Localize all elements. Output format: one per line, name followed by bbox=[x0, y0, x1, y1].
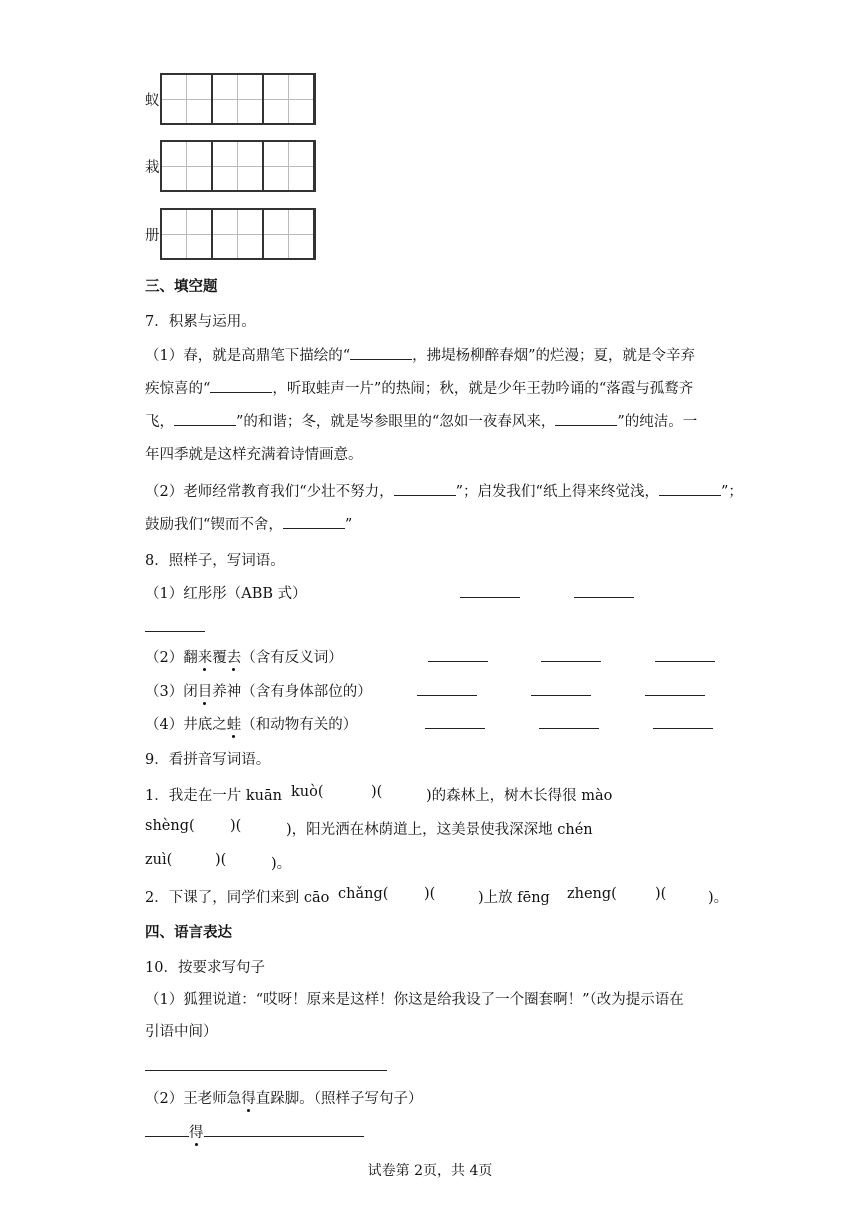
text: ”的和谐；冬，就是岑参眼里的“忽如一夜春风来， bbox=[236, 414, 556, 430]
grid-character: 册 bbox=[145, 227, 160, 244]
answer-blank[interactable] bbox=[541, 647, 601, 662]
emphasized-char: 得 bbox=[241, 1091, 256, 1107]
pinyin-text: kuò( bbox=[291, 784, 324, 800]
text: （2）老师经常教育我们“少壮不努力， bbox=[145, 484, 394, 500]
answer-blank[interactable] bbox=[460, 583, 520, 598]
question-title: 7．积累与运用。 bbox=[145, 314, 256, 330]
text: ”； bbox=[720, 484, 743, 500]
tianzige-grid[interactable] bbox=[160, 73, 316, 125]
answer-blank[interactable] bbox=[417, 681, 477, 696]
grid-cell[interactable] bbox=[213, 142, 264, 190]
pinyin-text: )，阳光洒在林荫道上，这美景使我深深地 chén bbox=[286, 822, 593, 838]
question-text bbox=[145, 410, 697, 431]
question-text: 年四季就是这样充满着诗情画意。 bbox=[145, 447, 363, 463]
emphasized-char: 来 bbox=[197, 650, 213, 666]
section-heading: 三、填空题 bbox=[145, 278, 218, 295]
answer-blank[interactable] bbox=[394, 481, 456, 496]
grid-character: 蚁 bbox=[145, 92, 160, 109]
text: （含有反义词） bbox=[241, 650, 343, 666]
emphasized-char: 去 bbox=[226, 650, 242, 666]
text: 覆 bbox=[212, 650, 227, 666]
text: ”；启发我们“纸上得来终觉浅， bbox=[455, 484, 659, 500]
answer-blank[interactable] bbox=[659, 481, 721, 496]
question-item bbox=[145, 713, 357, 734]
tianzige-grid[interactable] bbox=[160, 208, 316, 260]
text: ”的纯洁。一 bbox=[617, 414, 698, 430]
question-text: 引语中间） bbox=[145, 1024, 218, 1040]
answer-blank[interactable] bbox=[645, 681, 705, 696]
answer-blank[interactable] bbox=[531, 681, 591, 696]
grid-character: 栽 bbox=[145, 159, 160, 176]
tianzige-grid[interactable] bbox=[160, 140, 316, 192]
pinyin-text: )( bbox=[230, 818, 242, 834]
answer-blank[interactable] bbox=[655, 647, 715, 662]
grid-cell[interactable] bbox=[264, 75, 315, 123]
pinyin-text: )( bbox=[371, 784, 383, 800]
answer-line[interactable] bbox=[145, 1056, 387, 1071]
pinyin-text: )。 bbox=[271, 856, 292, 872]
answer-blank[interactable] bbox=[210, 378, 272, 393]
pinyin-text: )( bbox=[215, 852, 227, 868]
question-text bbox=[145, 344, 695, 365]
text: （和动物有关的） bbox=[241, 717, 358, 733]
pinyin-text: )上放 fēng bbox=[478, 890, 550, 906]
grid-cell[interactable] bbox=[162, 210, 213, 258]
text: 直跺脚。（照样子写句子） bbox=[255, 1091, 423, 1107]
text: （2）翻 bbox=[145, 650, 198, 666]
answer-blank[interactable] bbox=[174, 411, 236, 426]
grid-cell[interactable] bbox=[264, 210, 315, 258]
answer-blank[interactable] bbox=[425, 714, 485, 729]
pinyin-line: 2．下课了，同学们来到 cāo bbox=[145, 890, 330, 906]
answer-blank[interactable] bbox=[574, 583, 634, 598]
text: ” bbox=[344, 517, 353, 533]
section-heading: 四、语言表达 bbox=[145, 924, 232, 941]
text: ，拂堤杨柳醉春烟”的烂漫；夏，就是令辛弃 bbox=[412, 348, 696, 364]
text: 疾惊喜的“ bbox=[145, 381, 211, 397]
pinyin-text: zuì( bbox=[145, 852, 173, 868]
answer-blank[interactable] bbox=[350, 345, 412, 360]
question-item: （1）红彤彤（ABB 式） bbox=[145, 586, 307, 602]
grid-cell[interactable] bbox=[213, 210, 264, 258]
sentence-pattern bbox=[145, 1121, 364, 1142]
answer-blank[interactable] bbox=[283, 514, 345, 529]
question-title: 9．看拼音写词语。 bbox=[145, 752, 271, 768]
pinyin-text: )( bbox=[424, 886, 436, 902]
question-item bbox=[145, 680, 372, 701]
answer-blank[interactable] bbox=[555, 411, 617, 426]
question-text bbox=[145, 513, 352, 534]
text: 鼓励我们“锲而不舍， bbox=[145, 517, 283, 533]
text: （3）闭 bbox=[145, 684, 198, 700]
question-text bbox=[145, 377, 693, 398]
page-footer: 试卷第 2页，共 4页 bbox=[367, 1163, 493, 1179]
question-text bbox=[145, 1087, 422, 1108]
answer-blank[interactable] bbox=[145, 1122, 189, 1137]
grid-cell[interactable] bbox=[213, 75, 264, 123]
pinyin-text: )。 bbox=[708, 890, 729, 906]
text: 养神（含有身体部位的） bbox=[212, 684, 372, 700]
pinyin-text: zheng( bbox=[567, 886, 617, 902]
emphasized-char: 得 bbox=[189, 1125, 204, 1141]
pinyin-text: shèng( bbox=[145, 818, 195, 834]
question-text bbox=[145, 480, 743, 501]
answer-blank[interactable] bbox=[428, 647, 488, 662]
writing-grid-row bbox=[145, 73, 316, 125]
writing-grid-row bbox=[145, 140, 316, 192]
pinyin-text: )( bbox=[655, 886, 667, 902]
grid-cell[interactable] bbox=[162, 75, 213, 123]
text: ，听取蛙声一片”的热闹；秋，就是少年王勃吟诵的“落霞与孤鹜齐 bbox=[272, 381, 694, 397]
question-text: （1）狐狸说道：“哎呀！原来是这样！你这是给我设了一个圈套啊！”（改为提示语在 bbox=[145, 992, 684, 1008]
pinyin-line: 1．我走在一片 kuān bbox=[145, 788, 282, 804]
answer-blank[interactable] bbox=[653, 714, 713, 729]
answer-blank[interactable] bbox=[145, 617, 205, 632]
text: 飞， bbox=[145, 414, 174, 430]
answer-blank[interactable] bbox=[539, 714, 599, 729]
pinyin-text: chǎng( bbox=[338, 886, 389, 902]
text: （4）井底之 bbox=[145, 717, 227, 733]
emphasized-char: 蛙 bbox=[226, 717, 242, 733]
writing-grid-row bbox=[145, 208, 316, 260]
question-title: 10．按要求写句子 bbox=[145, 960, 265, 976]
pinyin-text: )的森林上，树木长得很 mào bbox=[426, 788, 613, 804]
grid-cell[interactable] bbox=[264, 142, 315, 190]
text: （2）王老师急 bbox=[145, 1091, 242, 1107]
question-title: 8．照样子，写词语。 bbox=[145, 553, 285, 569]
question-item bbox=[145, 646, 343, 667]
emphasized-char: 目 bbox=[197, 684, 213, 700]
text: （1）春，就是高鼎笔下描绘的“ bbox=[145, 348, 351, 364]
answer-blank[interactable] bbox=[204, 1122, 364, 1137]
grid-cell[interactable] bbox=[162, 142, 213, 190]
